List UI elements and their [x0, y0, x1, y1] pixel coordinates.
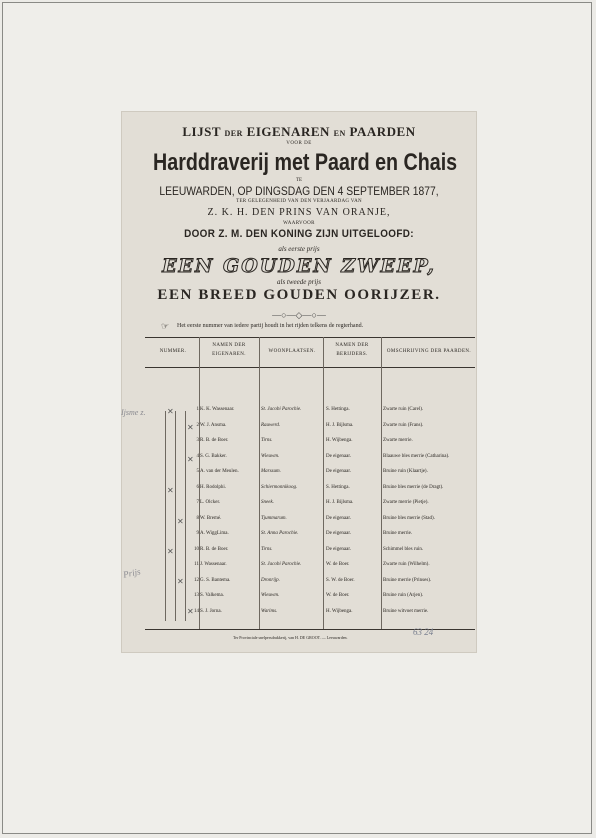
rider-name: H. J. Bijlsma.: [326, 422, 354, 428]
rider-name: De eigenaar.: [326, 453, 351, 459]
rider-name: De eigenaar.: [326, 531, 351, 536]
header-number: NUMMER.: [159, 349, 187, 354]
horse-description: Bruine merrie.: [383, 531, 413, 536]
residence: St. Jacobi Parochie.: [261, 407, 302, 412]
table-row: [121, 531, 477, 546]
table-row: [121, 407, 477, 422]
residence: Tirns.: [261, 438, 273, 443]
table-row: [121, 609, 477, 624]
prince-text: Z. K. H. DEN PRINS VAN ORANJE,: [207, 207, 391, 218]
table-row: [121, 500, 477, 515]
table-row: [121, 485, 477, 500]
pencil-check-mark: ✕: [187, 607, 194, 616]
residence: Schiermonnikoog.: [261, 484, 298, 490]
poster-sheet: [121, 111, 477, 653]
handwritten-note: Ijsme z.: [121, 408, 146, 417]
ornament-divider: —○—◇—○—: [272, 310, 326, 320]
rider-name: H. Wijbenga.: [326, 608, 353, 614]
horse-description: Zwarte ruin (Carel).: [383, 407, 424, 412]
residence: Sneek.: [261, 500, 274, 505]
rider-name: H. Wijbenga.: [326, 438, 353, 443]
table-row: [121, 469, 477, 484]
pencil-check-mark: ✕: [167, 547, 174, 556]
rider-name: H. J. Bijlsma.: [326, 500, 354, 505]
horse-description: Schimmel bles ruin.: [383, 546, 424, 552]
table-row: [121, 423, 477, 438]
rider-name: De eigenaar.: [326, 515, 351, 521]
entry-number: 11: [194, 562, 199, 567]
horse-description: Zwarte ruin (Wilhelm).: [383, 562, 430, 567]
main-title: Harddraverij met Paard en Chais: [153, 149, 458, 176]
horse-description: Bruine merrie (Prinses).: [383, 577, 432, 583]
owner-name: A. van der Meulen.: [200, 469, 239, 474]
owner-name: A. WiggLima.: [200, 531, 229, 536]
entry-number: 10: [194, 546, 199, 552]
occasion-text: TER GELEGENHEID VAN DEN VERJAARDAG VAN: [236, 199, 362, 204]
horse-description: Bruine ruin (Klaartje).: [383, 469, 428, 474]
table-row: [121, 547, 477, 562]
owner-name: R. B. de Boer.: [200, 438, 229, 443]
title-line-1: [121, 124, 477, 140]
place-date: LEEUWARDEN, OP DINGSDAG DEN 4 SEPTEMBER 1877,: [159, 184, 439, 198]
entry-number: 13: [194, 593, 199, 598]
pencil-check-mark: ✕: [177, 517, 184, 526]
entry-number: 9: [196, 531, 199, 536]
pencil-check-mark: ✕: [187, 455, 194, 464]
second-prize-label: als tweede prijs: [277, 278, 321, 286]
king-text: DOOR Z. M. DEN KONING ZIJN UITGELOOFD:: [184, 228, 414, 240]
owner-name: J. Wassenaar.: [200, 562, 227, 567]
title-word: DER: [224, 129, 243, 138]
residence: St. Anna Parochie.: [261, 531, 299, 536]
voor-de-text: VOOR DE: [286, 141, 312, 146]
owner-name: S. G. Bakker.: [200, 453, 227, 459]
table-row: [121, 578, 477, 593]
owner-name: H. Rodolphi.: [200, 484, 226, 490]
rider-name: S. Hettinga.: [326, 407, 350, 412]
first-prize-label: als eerste prijs: [278, 245, 320, 253]
title-word: EIGENAREN: [246, 124, 330, 139]
waarvoor-text: WAARVOOR: [283, 221, 315, 226]
horse-description: Zwarte ruin (Frans).: [383, 422, 424, 428]
handwritten-note: Prijs: [122, 566, 142, 580]
pointing-hand-icon: ☞: [161, 321, 170, 331]
horse-description: Zwarte merrie.: [383, 438, 413, 443]
rider-name: De eigenaar.: [326, 546, 351, 552]
horse-description: Bruine ruin (Arjen).: [383, 593, 424, 598]
pencil-check-mark: ✕: [187, 423, 194, 432]
header-residences: WOONPLAATSEN.: [268, 349, 316, 354]
entry-number: 14: [194, 608, 199, 614]
residence: St. Jacobi Parochie.: [261, 562, 302, 567]
entry-number: 6: [196, 484, 199, 490]
entry-number: 4: [196, 453, 199, 459]
owner-name: L. Olcker.: [200, 500, 221, 505]
residence: Tirns.: [261, 546, 273, 552]
owner-name: K. K. Wassenaar.: [200, 407, 235, 412]
horse-description: Bruine bles merrie (de Dragt).: [383, 484, 444, 490]
pencil-check-mark: ✕: [167, 486, 174, 495]
residence: Dronrijp.: [261, 577, 280, 583]
header-horses: OMSCHRIJVING DER PAARDEN.: [386, 349, 472, 354]
entry-number: 12: [194, 577, 199, 583]
owner-name: W. J. Ansma.: [200, 422, 227, 428]
entry-number: 1: [196, 407, 199, 412]
second-prize: EEN BREED GOUDEN OORIJZER.: [157, 287, 441, 303]
table-row: [121, 438, 477, 453]
entry-number: 3: [196, 438, 199, 443]
entry-number: 8: [196, 515, 199, 521]
header-owners: NAMEN DER EIGENAREN.: [212, 343, 246, 357]
te-text: TE: [295, 178, 303, 183]
owner-name: W. Bremé.: [200, 515, 222, 521]
table-row: [121, 454, 477, 469]
residence: Tjummarum.: [261, 515, 287, 521]
rider-name: W. de Boer.: [326, 593, 350, 598]
first-prize: EEN GOUDEN ZWEEP,: [162, 255, 436, 277]
header-riders: NAMEN DER BERIJDERS.: [335, 343, 369, 357]
owner-name: S. Valkema.: [200, 593, 224, 598]
rider-name: S. W. de Boer.: [326, 577, 355, 583]
horse-description: Blaauwe bles merrie (Catharina).: [383, 453, 450, 459]
residence: Warims.: [261, 608, 278, 614]
owner-name: G. S. Bantema.: [200, 577, 231, 583]
entry-number: 2: [196, 422, 199, 428]
horse-description: Bruine witvoet merrie.: [383, 608, 429, 614]
residence: Marssum.: [261, 469, 281, 474]
rider-name: W. de Boer.: [326, 562, 350, 567]
owner-name: R. B. de Boer.: [200, 546, 229, 552]
table-header-rule: [145, 367, 475, 368]
residence: Wieuwm.: [261, 453, 280, 459]
horse-description: Zwarte merrie (Pietje).: [383, 500, 429, 505]
table-row: [121, 593, 477, 608]
entry-number: 5: [196, 469, 199, 474]
pencil-check-mark: ✕: [167, 407, 174, 416]
rider-name: De eigenaar.: [326, 469, 351, 474]
rider-name: S. Hettinga.: [326, 484, 350, 490]
pencil-check-mark: ✕: [177, 577, 184, 586]
rider-note: Het eerste nummer van iedere partij houdt in het rijden telkens de regterhand.: [177, 323, 364, 329]
title-word: LIJST: [182, 124, 221, 139]
residence: Rauwerd.: [261, 422, 281, 428]
entry-number: 7: [196, 500, 199, 505]
owner-name: S. J. Jorna.: [200, 608, 222, 614]
horse-description: Bruine bles merrie (Stad).: [383, 515, 435, 521]
printer-footer: Ter Provinciale snelpersdrukkerij, van H. DE GROOT. — Leeuwarden.: [233, 635, 348, 640]
table-row: [121, 516, 477, 531]
handwritten-note: 63 24: [413, 627, 434, 637]
title-word: EN: [333, 129, 346, 138]
title-word: PAARDEN: [349, 124, 416, 139]
mat-frame: [2, 2, 592, 834]
table-top-rule: [145, 337, 475, 338]
residence: Wieuwm.: [261, 593, 280, 598]
